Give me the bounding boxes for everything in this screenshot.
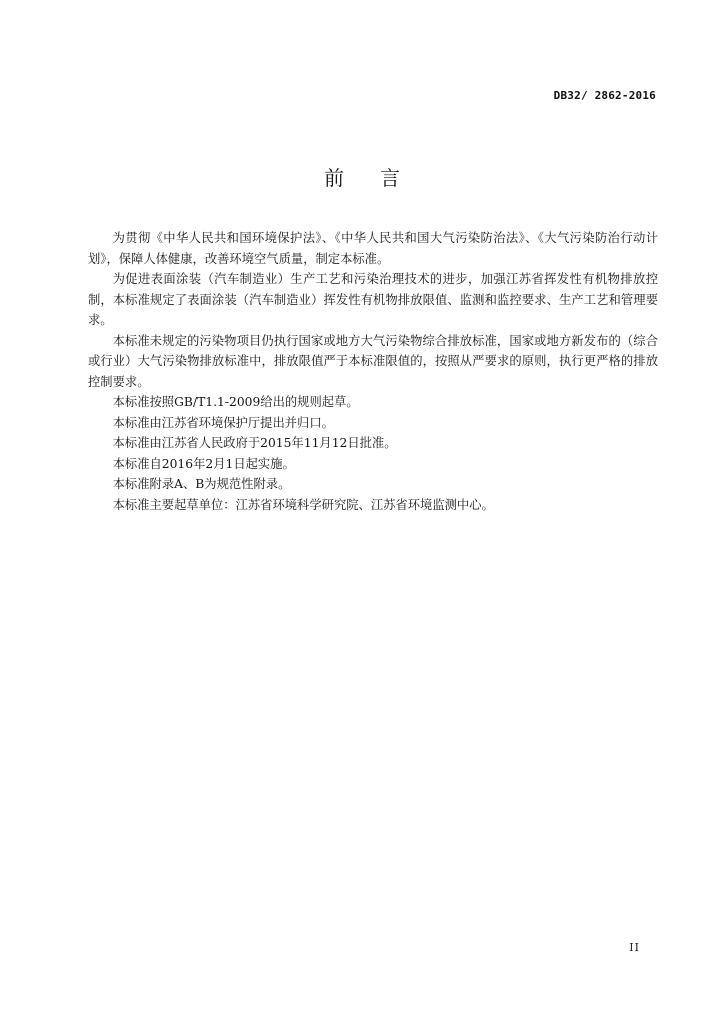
foreword-body [88,228,658,515]
paragraph: 本标准未规定的污染物项目仍执行国家或地方大气污染物综合排放标准，国家或地方新发布的（综合或行业）大气污染物排放标准中，排放限值严于本标准限值的，按照从严要求的原则，执行更严格的排放控制要求。 [88,333,658,389]
page-number: II [629,941,640,954]
paragraph: 为促进表面涂装（汽车制造业）生产工艺和污染治理技术的进步，加强江苏省挥发性有机物排放控制，本标准规定了表面涂装（汽车制造业）挥发性有机物排放限值、监测和监控要求、生产工艺和管理要求。 [88,272,658,327]
paragraph: 本标准主要起草单位：江苏省环境科学研究院、江苏省环境监测中心。 [112,497,494,512]
document-number: DB32/ 2862-2016 [553,89,656,102]
paragraph: 本标准由江苏省人民政府于2015年11月12日批准。 [112,436,397,450]
paragraph: 本标准由江苏省环境保护厅提出并归口。 [112,415,334,430]
paragraph: 本标准附录A、B为规范性附录。 [112,477,291,491]
paragraph: 本标准自2016年2月1日起实施。 [112,456,295,471]
paragraph: 为贯彻《中华人民共和国环境保护法》、《中华人民共和国大气污染防治法》、《大气污染防治行动计划》，保障人体健康，改善环境空气质量，制定本标准。 [88,231,658,266]
page-title: 前言 [324,166,436,190]
paragraph: 本标准按照GB/T1.1-2009给出的规则起草。 [112,395,359,409]
